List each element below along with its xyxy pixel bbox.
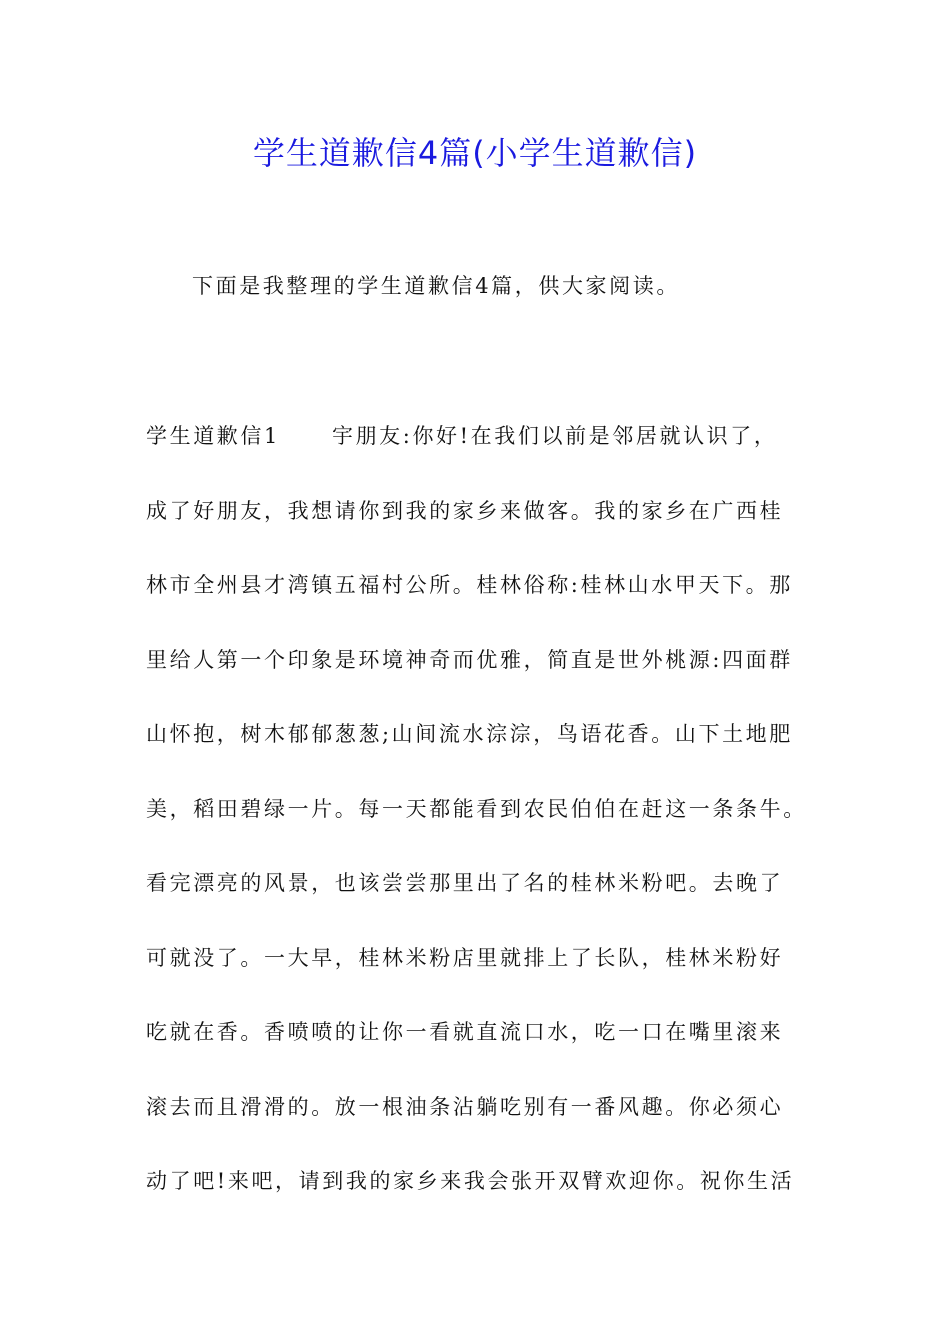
body-line: 成了好朋友，我想请你到我的家乡来做客。我的家乡在广西桂 xyxy=(146,498,784,523)
body-line-text: 宇朋友:你好!在我们以前是邻居就认识了， xyxy=(331,424,778,448)
body-line: 滚去而且滑滑的。放一根油条沾躺吃别有一番风趣。你必须心 xyxy=(146,1094,784,1119)
body-line: 山怀抱，树木郁郁葱葱;山间流水淙淙，鸟语花香。山下土地肥 xyxy=(146,722,793,746)
body-line xyxy=(146,420,826,495)
body-line: 里给人第一个印象是环境神奇而优雅，简直是世外桃源:四面群 xyxy=(146,647,793,672)
body-line: 动了吧!来吧，请到我的家乡来我会张开双臂欢迎你。祝你生活 xyxy=(146,1169,795,1193)
body-line: 美，稻田碧绿一片。每一天都能看到农民伯伯在赶这一条条牛。 xyxy=(146,796,807,821)
body-line: 看完漂亮的风景，也该尝尝那里出了名的桂林米粉吧。去晚了 xyxy=(146,871,784,895)
body-line: 林市全州县才湾镇五福村公所。桂林俗称:桂林山水甲天下。那 xyxy=(146,573,793,597)
intro-paragraph: 下面是我整理的学生道歉信4篇，供大家阅读。 xyxy=(192,274,680,298)
body-line: 可就没了。一大早，桂林米粉店里就排上了长队，桂林米粉好 xyxy=(146,945,784,970)
body-line: 吃就在香。香喷喷的让你一看就直流口水，吃一口在嘴里滚来 xyxy=(146,1020,784,1044)
section-heading: 学生道歉信1 xyxy=(146,424,280,448)
document-title: 学生道歉信4篇(小学生道歉信) xyxy=(252,134,698,172)
letter-body xyxy=(146,420,826,1240)
